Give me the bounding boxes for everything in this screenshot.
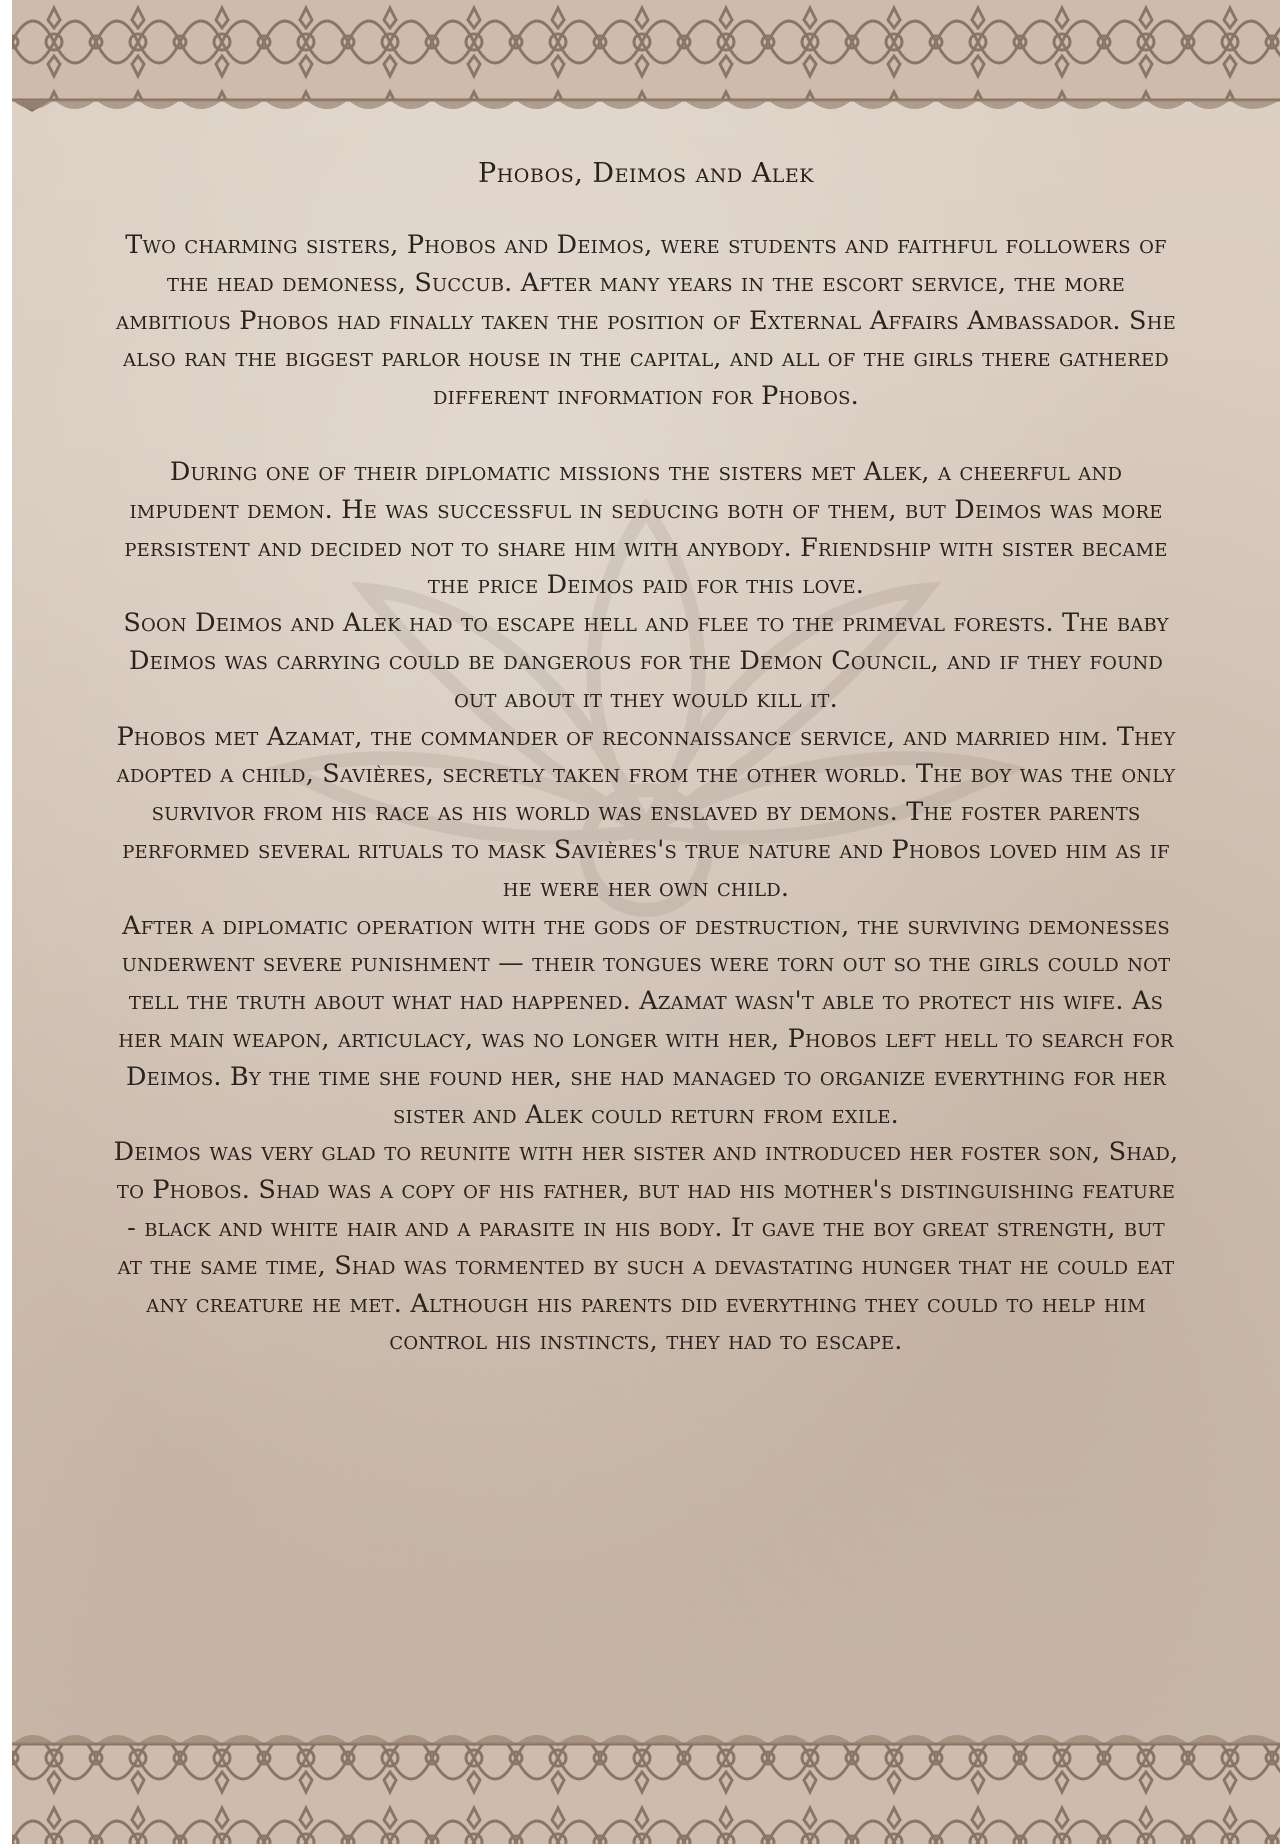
paragraph-shad: Deimos was very glad to reunite with her sister and introduced her foster son, Shad, to Phobos. Shad was a copy of his father, but had his mother's distinguishing feature - black and white hair and a parasite in his body. It gave the boy great strength, but at the same time, Shad was tormented by such a devastating hunger that he could eat any creature he met. Although his parents did everything they could to help him control his instincts, they had to escape. <box>113 1137 1179 1357</box>
paragraph-punishment: After a diplomatic operation with the gods of destruction, the surviving demonesses underwent severe punishment — their tongues were torn out so the girls could not tell the truth about what had happened. Azamat wasn't able to protect his wife. As her main weapon, articulacy, was no longer with her, Phobos left hell to search for Deimos. By the time she found her, she had managed to organize everything for her sister and Alek could return from exile. <box>118 910 1174 1130</box>
paragraph-intro: Two charming sisters, Phobos and Deimos, were students and faithful followers of the head demoness, Succub. After many years in the escort service, the more ambitious Phobos had finally taken the position of External Affairs Ambassador. She also ran the biggest parlor house in the capital, and all of the girls there gathered different information for Phobos. <box>116 230 1176 412</box>
paragraph-spacer <box>112 416 1180 454</box>
story-text <box>112 158 1180 1361</box>
paragraph-alek: During one of their diplomatic missions the sisters met Alek, a cheerful and impudent demon. He was successful in seducing both of them, but Deimos was more persistent and decided not to share him with anybody. Friendship with sister became the price Deimos paid for this love. <box>124 456 1168 601</box>
paragraph-escape: Soon Deimos and Alek had to escape hell and flee to the primeval forests. The baby Deimos was carrying could be dangerous for the Demon Council, and if they found out about it they would kill it. <box>123 608 1169 714</box>
page-title: Phobos, Deimos and Alek <box>478 158 814 189</box>
ornamental-border-top-icon <box>12 0 1280 120</box>
ornamental-border-bottom-icon <box>12 1716 1280 1844</box>
paragraph-azamat: Phobos met Azamat, the commander of reconnaissance service, and married him. They adopted a child, Savières, secretly taken from the other world. The boy was the only survivor from his race as his world was enslaved by demons. The foster parents performed several rituals to mask Savières's true nature and Phobos loved him as if he were her own child. <box>116 721 1176 903</box>
parchment-page <box>12 0 1280 1844</box>
